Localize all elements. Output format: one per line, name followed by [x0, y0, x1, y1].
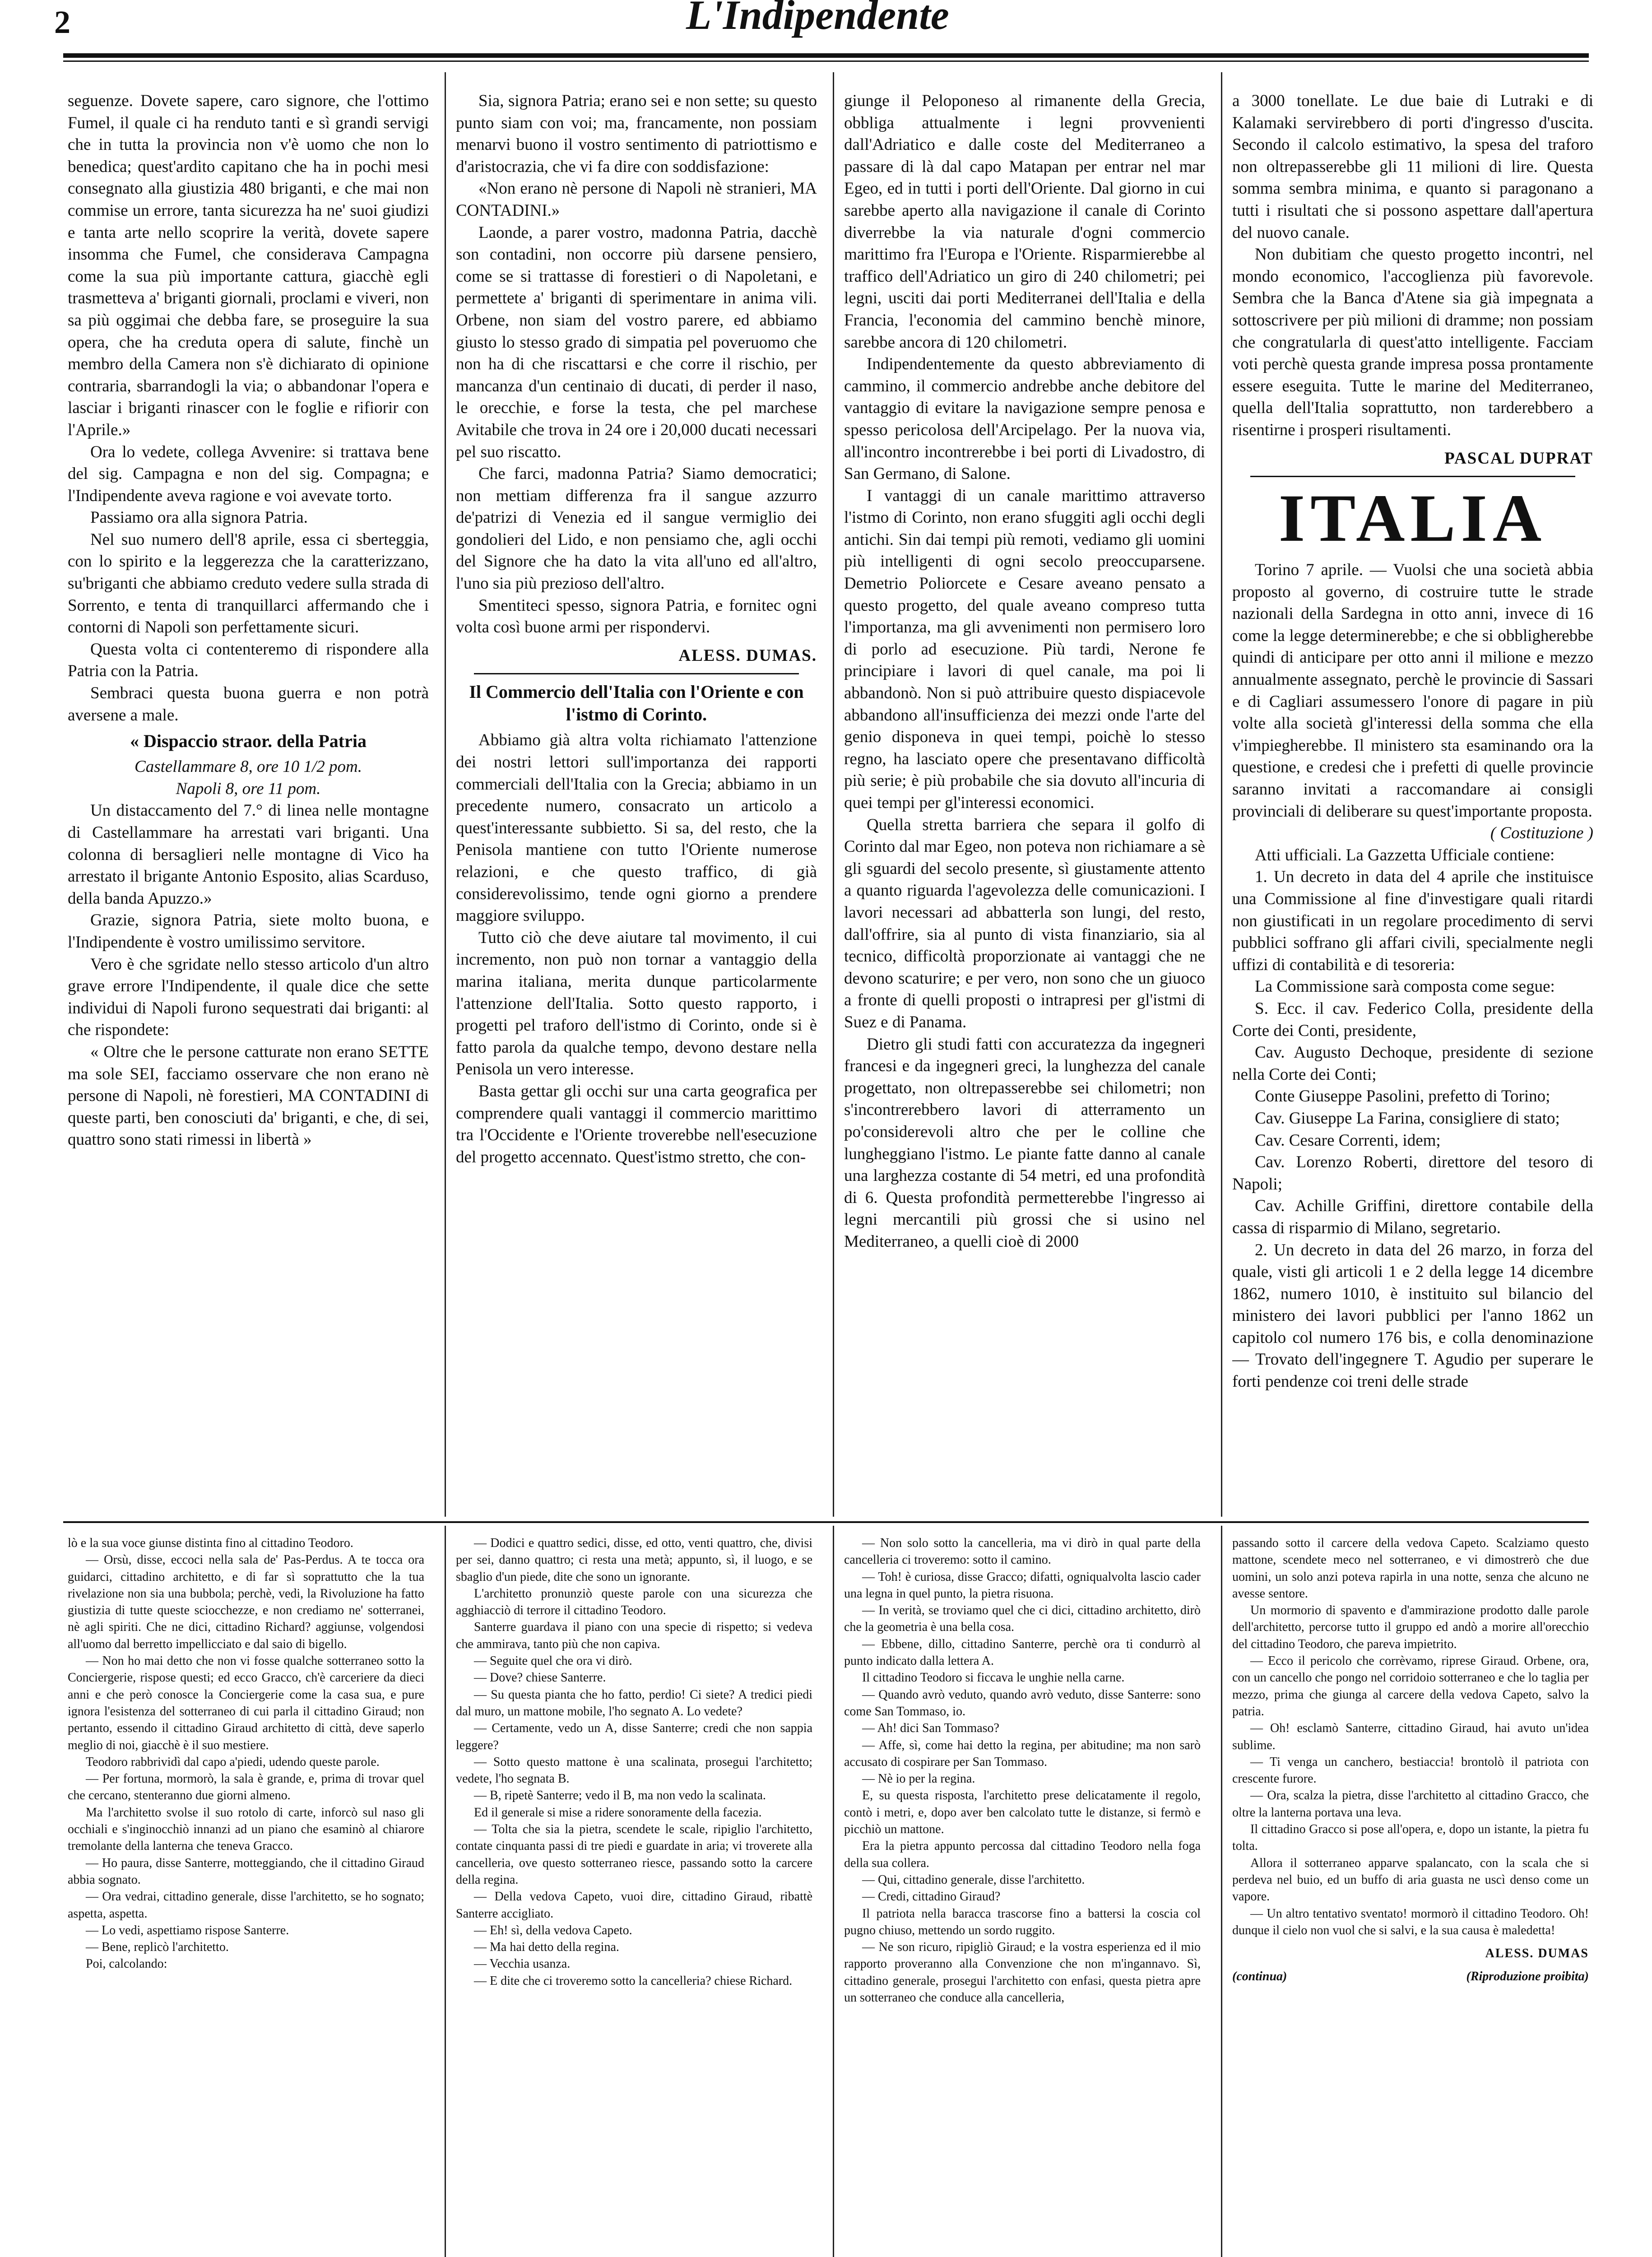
paragraph: — Su questa pianta che ho fatto, perdio! Ci siete? A tredici piedi dal muro, un mattone mobile, l'ho segnato A. Lo vedete?	[456, 1687, 812, 1718]
paragraph: — In verità, se troviamo quel che ci dici, cittadino architetto, dirò che la geometria è una bella cosa.	[844, 1603, 1201, 1635]
paragraph: Cav. Augusto Dechoque, presidente di sezione nella Corte dei Conti;	[1232, 1043, 1593, 1084]
paragraph: — Qui, cittadino generale, disse l'architetto.	[862, 1872, 1085, 1887]
paragraph: — Un altro tentativo sventato! mormorò il cittadino Teodoro. Oh! dunque il cielo non vuol che si salvi, e la sua causa è maledetta!	[1232, 1906, 1589, 1937]
column-divider	[445, 72, 446, 1517]
paragraph: I vantaggi di un canale marittimo attraverso l'istmo di Corinto, non erano sfuggiti agli occhi degli antichi. Sin dai tempi più remoti, vediamo gli uomini più intelligenti di ogni secolo preoccuparsene. Demetrio Poliorcete e Cesare aveano pensato a questo progetto, del quale aveano compreso tutta l'importanza, ma gli avvenimenti non permisero loro di porlo ad esecuzione. Più tardi, Nerone fe principiare i lavori di quel canale, ma poi li abbandonò. Non si può attribuire questo dispiacevole abbandono all'insufficienza dei mezzi onde l'arte del genio disponeva in quei tempi, poichè lo stesso regno, ha lasciato opere che presentavano difficoltà più serie; è più probabile che sia dovuto all'incuria di quei tempi per gl'interessi economici.	[844, 486, 1205, 812]
column-3	[844, 90, 1205, 1494]
paragraph: Sembraci questa buona guerra e non potrà aversene a male.	[68, 684, 429, 724]
paragraph: — E dite che ci troveremo sotto la cancelleria? chiese Richard.	[474, 1974, 793, 1988]
dispatch-date: Castellammare 8, ore 10 1/2 pom.	[135, 757, 362, 776]
paragraph: Laonde, a parer vostro, madonna Patria, dacchè son contadini, non occorre più darsene pensiero, come se si trattasse di forestieri o di Napoletani, e permettete a' briganti di sperimentare in anima vili. Orbene, non siam del vostro parere, ed abbiamo giusto lo stesso grado di simpatia pel poveruomo che non ha di che riscattarsi e che corre il rischio, per mancanza d'un centinaio di ducati, di perder il naso, le orecchie, e forse la testa, che pel marchese Avitabile che trova in 24 ore i 20,000 ducati necessari pel suo riscatto.	[456, 223, 817, 461]
paragraph: Atti ufficiali. La Gazzetta Ufficiale contiene:	[1255, 845, 1555, 864]
column-divider	[445, 1526, 446, 2257]
paragraph: Santerre guardava il piano con una specie di rispetto; si vedeva che ammirava, tanto più che non capiva.	[456, 1620, 812, 1651]
signature: ALESS. DUMAS.	[678, 646, 817, 665]
paragraph: — Seguite quel che ora vi dirò.	[474, 1654, 632, 1668]
paragraph: Smentiteci spesso, signora Patria, e fornitec ogni volta così buone armi per rispondervi.	[456, 596, 817, 637]
paragraph: passando sotto il carcere della vedova Capeto. Scalziamo questo mattone, scendete meco nel sotterraneo, e vi dimostrerò che due uomini, un solo anzi poteva rapirla in una notte, senza che alcuno ne avesse sentore.	[1232, 1536, 1589, 1601]
paragraph: — Ecco il pericolo che corrèvamo, riprese Giraud. Orbene, ora, con un cancello che pongo nel corridoio sotterraneo e che lo taglia per mezzo, prima che giunga al carcere della vedova Capeto, salvo la patria.	[1232, 1654, 1589, 1718]
paragraph: — Tolta che sia la pietra, scendete le scale, ripiglio l'architetto, contate cinquanta passi di tre piedi e guardate in aria; vi troverete alla cancelleria, ove questo sotterraneo riesce, passando sotto la carcere della regina.	[456, 1822, 812, 1887]
paragraph: Grazie, signora Patria, siete molto buona, e l'Indipendente è vostro umilissimo servitore.	[68, 911, 429, 952]
paragraph: Un distaccamento del 7.° di linea nelle montagne di Castellammare ha arrestati vari briganti. Una colonna di bersaglieri nelle montagne di Vico ha arrestato il brigante Antonio Esposito, alias Scarduso, della banda Apuzzo.»	[68, 801, 429, 908]
column-4	[1232, 90, 1593, 1494]
divider	[474, 673, 799, 674]
paragraph: — Dodici e quattro sedici, disse, ed otto, venti quattro, che, divisi per sei, danno quattro; ci resta una metà; appunto, sì, il luogo, e se sbaglio d'un piede, dite che sono un ignorante.	[456, 1536, 812, 1584]
paragraph: Abbiamo già altra volta richiamato l'attenzione dei nostri lettori sull'importanza dei rapporti commerciali dell'Italia con la Grecia; abbiamo in un precedente numero, consacrato un articolo a quest'interessante subbietto. Si sa, del resto, che la Penisola mantiene con tutto l'Oriente numerose relazioni, e che questo traffico, di già considerevolissimo, tende ogni giorno a prendere maggiore sviluppo.	[456, 731, 817, 925]
paragraph: — Dove? chiese Santerre.	[474, 1671, 606, 1685]
paragraph: 1. Un decreto in data del 4 aprile che instituisce una Commissione al fine d'investigare quali ritardi non giustificati in un regolare procedimento di servi pubblici soffrano gli affari civili, specialmente negli uffizi di contabilità e di tesoreria:	[1232, 868, 1593, 974]
header-rule	[63, 53, 1589, 58]
page-number: 2	[54, 4, 70, 40]
paragraph: Basta gettar gli occhi sur una carta geografica per comprendere quali vantaggi il commercio marittimo tra l'Occidente e l'Oriente troverebbe nell'esecuzione del progetto accennato. Quest'istmo stretto, che con-	[456, 1082, 817, 1166]
paragraph: a 3000 tonellate. Le due baie di Lutraki e di Kalamaki servirebbero di porti d'ingresso d'uscita. Secondo il calcolo estimativo, la spesa del traforo non oltrepasserebbe gli 11 milioni di lire. Questa somma sembra minima, e quanto si paragonano a tutti i risultati che si possono aspettare dall'apertura del nuovo canale.	[1232, 92, 1593, 242]
paragraph: Il patriota nella baracca trascorse fino a battersi la coscia col pugno chiuso, mettendo un sordo ruggito.	[844, 1906, 1201, 1937]
paragraph: — Ho paura, disse Santerre, motteggiando, che il cittadino Giraud abbia sognato.	[68, 1856, 424, 1887]
paragraph: La Commissione sarà composta come segue:	[1255, 977, 1555, 996]
paragraph: Il cittadino Teodoro si ficcava le unghie nella carne.	[862, 1671, 1125, 1685]
paragraph: Quella stretta barriera che separa il golfo di Corinto dal mar Egeo, non poteva non richiamare a sè gli sguardi del secolo presente, sì giustamente attento a quanto riguarda l'agevolezza delle comunicazioni. I lavori necessari ad abbatterla son lungi, del resto, dall'offrire, sia al punto di vista finanziario, sia al tecnico, difficoltà proporzionate ai vantaggi che ne devono scaturire; e per vero, non sono che un giuoco a fronte di quelli proposti o intrapresi per gl'istmi di Suez e di Panama.	[844, 815, 1205, 1031]
paragraph: — Orsù, disse, eccoci nella sala de' Pas-Perdus. A te tocca ora guidarci, cittadino architetto, e di far sì soprattutto che la tua rivelazione non sia una bubbola; perchè, vedi, la Rivoluzione ha fatto giustizia di tutte queste sciocchezze, e non crediamo ne' sotterranei, nè agli spiriti. Che ne dici, cittadino Richard? aggiunse, volgendosi all'uomo dal berretto impellicciato e dal saio di bigello.	[68, 1553, 424, 1651]
paragraph: — Ma hai detto della regina.	[474, 1940, 619, 1955]
newspaper-title: L'Indipendente	[686, 0, 949, 38]
column-divider	[1221, 1526, 1222, 2257]
paragraph: Passiamo ora alla signora Patria.	[90, 508, 308, 527]
paragraph: Nel suo numero dell'8 aprile, essa ci sberteggia, con lo spirito e la leggerezza che la caratterizzano, su'briganti che abbiamo creduto vedere sulla strada di Sorrento, e tenta di tranquillarci affermando che i contorni di Napoli son perfettamente sicuri.	[68, 530, 429, 637]
column-divider	[833, 1526, 834, 2257]
paragraph: Cav. Achille Griffini, direttore contabile della cassa di risparmio di Milano, segretario.	[1232, 1197, 1593, 1237]
paragraph: « Oltre che le persone catturate non erano SETTE ma sole SEI, facciamo osservare che non erano nè persone di Napoli, nè forestieri, MA CONTADINI di queste parti, ben conosciuti da' briganti, e che, di sei, quattro sono stati rimessi in libertà »	[68, 1042, 429, 1149]
column-1	[68, 90, 429, 1494]
paragraph: — Ora vedrai, cittadino generale, disse l'architetto, se ho sognato; aspetta, aspetta.	[68, 1890, 424, 1921]
feuilleton-column-3	[844, 1535, 1201, 2257]
paragraph: — Bene, replicò l'architetto.	[86, 1940, 229, 1955]
paragraph: — Ti venga un canchero, bestiaccia! brontolò il patriota con crescente furore.	[1232, 1755, 1589, 1786]
paragraph: — Oh! esclamò Santerre, cittadino Giraud, hai avuto un'idea sublime.	[1232, 1721, 1589, 1752]
paragraph: — Della vedova Capeto, vuoi dire, cittadino Giraud, ribattè Santerre accigliato.	[456, 1890, 812, 1921]
column-divider	[833, 72, 834, 1517]
paragraph: 2. Un decreto in data del 26 marzo, in forza del quale, visti gli articoli 1 e 2 della legge 14 dicembre 1862, numero 1010, è instituito sul bilancio del ministero dei lavori pubblici per l'anno 1862 un capitolo col numero 176 bis, e colla denominazione — Trovato dell'ingegnere T. Agudio per superare le forti pendenze coi treni delle strade	[1232, 1240, 1593, 1391]
feuilleton-rule	[63, 1521, 1589, 1523]
paragraph: Il cittadino Gracco si pose all'opera, e, dopo un istante, la pietra fu tolta.	[1232, 1822, 1589, 1853]
feuilleton-column-1	[68, 1535, 424, 2257]
paragraph: — B, ripetè Santerre; vedo il B, ma non vedo la scalinata.	[474, 1788, 766, 1803]
signature: ALESS. DUMAS	[1485, 1946, 1589, 1961]
masthead	[0, 0, 1652, 59]
header-rule-thin	[63, 60, 1589, 62]
paragraph: seguenze. Dovete sapere, caro signore, che l'ottimo Fumel, il quale ci ha renduto tanti e sì grandi servigi che in tutta la provincia non v'è uomo che non lo benedica; quest'ardito capitano che ha in pochi mesi consegnato alla giustizia 480 briganti, e che mai non commise un errore, tanta sicurezza ha ne' suoi giudizi e tanta arte nello scoprire la verità, dovete sapere insomma che Fumel, che considerava Campagna come la sua più importante cattura, giacchè egli trasmetteva a' briganti giornali, proclami e viveri, non sa più oggimai che debba fare, se proseguire la sua opera, che ha creduta opera di salute, finchè un membro della Camera non s'è dichiarato di opinione contraria, sbarrandogli la via; o abbandonar l'opera e lasciar i briganti rinascer con le foglie e rifiorir con l'Aprile.»	[68, 92, 429, 439]
paragraph: Tutto ciò che deve aiutare tal movimento, il cui incremento, non può non tornar a vantaggio della marina italiana, merita dunque particolarmente l'attenzione dell'Italia. Sotto questo rapporto, i progetti pel traforo dell'istmo di Corinto, onde si è fatto parola da qualche tempo, devono destare nella Penisola un vero interesse.	[456, 928, 817, 1079]
paragraph: Cav. Cesare Correnti, idem;	[1255, 1131, 1441, 1150]
column-2	[456, 90, 817, 1494]
dispatch-heading: « Dispaccio straor. della Patria	[130, 731, 367, 752]
paragraph: — Ebbene, dillo, cittadino Santerre, perchè ora ti condurrò al punto indicato dalla lettera A.	[844, 1637, 1201, 1668]
paragraph: — Nè io per la regina.	[862, 1772, 975, 1786]
paragraph: — Per fortuna, mormorò, la sala è grande, e, prima di trovar quel che cercano, stenteranno due giorni almeno.	[68, 1772, 424, 1803]
paragraph: Indipendentemente da questo abbreviamento di cammino, il commercio andrebbe anche debitore del vantaggio di evitare la navigazione sempre penosa e spesso pericolosa dell'Arcipelago. Per la nuova via, all'incontro incontrerebbe i bei porti di Livadostro, di San Germano, di Salone.	[844, 355, 1205, 483]
paragraph: — Sotto questo mattone è una scalinata, prosegui l'architetto; vedete, l'ho segnata B.	[456, 1755, 812, 1786]
paragraph: Cav. Giuseppe La Farina, consigliere di stato;	[1255, 1109, 1560, 1128]
paragraph: Che farci, madonna Patria? Siamo democratici; non mettiam differenza fra il sangue azzurro de'patrizi di Venezia ed il sangue vermiglio dei gondolieri del Lido, e non pensiamo che, agli occhi del Signore che ha dato la vita all'uno ed all'altro, l'uno sia più prezioso dell'altro.	[456, 464, 817, 593]
feuilleton-column-4	[1232, 1535, 1589, 2257]
paragraph: giunge il Peloponeso al rimanente della Grecia, obbliga attualmente i legni provvenienti dall'Adriatico e dalle coste del Mediterraneo a passare di là dal capo Matapan per entrar nel mar Egeo, ed in tutti i porti dell'Oriente. Dal giorno in cui sarebbe aperto alla navigazione il canale di Corinto diverrebbe la via naturale d'ogni commercio marittimo fra l'Europa e l'Oriente. Risparmierebbe al traffico dell'Adriatico un giro di 240 chilometri; pei legni, usciti dai porti Mediterranei dell'Italia e della Francia, l'economia del cammino benchè minore, sarebbe ancora di 120 chilometri.	[844, 92, 1205, 352]
reproduction-note: (Riproduzione proibita)	[1466, 1969, 1589, 1984]
paragraph: — Ne son ricuro, ripigliò Giraud; e la vostra esperienza ed il mio rapporto proveranno alla Convenzione che non m'ingannavo. Sì, cittadino generale, prosegui l'architetto con enfasi, questa pietra apre un sotterraneo che conduce alla cancelleria,	[844, 1940, 1201, 2005]
paragraph: Vero è che sgridate nello stesso articolo d'un altro grave errore l'Indipendente, il quale dice che sette individui di Napoli furono sequestrati dai briganti: al che rispondete:	[68, 955, 429, 1040]
section-title: ITALIA	[1278, 481, 1547, 556]
paragraph: — Ah! dici San Tommaso?	[862, 1721, 999, 1736]
paragraph: Ed il generale si mise a ridere sonoramente della facezia.	[474, 1805, 762, 1820]
feuilleton-footer	[1232, 1968, 1589, 1985]
paragraph: «Non erano nè persone di Napoli nè stranieri, MA CONTADINI.»	[456, 179, 817, 220]
article-title: Il Commercio dell'Italia con l'Oriente e con l'istmo di Corinto.	[469, 682, 804, 725]
paragraph: Teodoro rabbrividì dal capo a'piedi, udendo queste parole.	[86, 1755, 380, 1769]
dispatch-date: Napoli 8, ore 11 pom.	[176, 779, 321, 798]
paragraph: Cav. Lorenzo Roberti, direttore del tesoro di Napoli;	[1232, 1153, 1593, 1194]
paragraph: Questa volta ci contenteremo di rispondere alla Patria con la Patria.	[68, 640, 429, 681]
paragraph: L'architetto pronunziò queste parole con una sicurezza che agghiacciò di terrore il cittadino Teodoro.	[456, 1586, 812, 1618]
paragraph: — Non solo sotto la cancelleria, ma vi dirò in qual parte della cancelleria ci troveremo: sotto il camino.	[844, 1536, 1201, 1567]
paragraph: Torino 7 aprile. — Vuolsi che una società abbia proposto al governo, di costruire tutte le strade nazionali della Sardegna in otto anni, invece di 16 come la legge determinerebbe; e che si obbligherebbe quindi di anticipare per otto anni il milione e mezzo annualmente assegnato, perchè le provincie di Sassari e di Cagliari assumessero l'onore di pagare in più volte alla società gl'interessi della somma che ella v'impiegherebbe. Il ministero sta esaminando ora la questione, e credesi che i prefetti di quelle provincie saranno invitati a raccomandare ai consigli provinciali di deliberare su quest'importante proposta.	[1232, 561, 1593, 821]
continua-note: (continua)	[1232, 1969, 1287, 1984]
paragraph: — Ora, scalza la pietra, disse l'architetto al cittadino Gracco, che oltre la lanterna portava una leva.	[1232, 1788, 1589, 1820]
paragraph: lò e la sua voce giunse distinta fino al cittadino Teodoro.	[68, 1536, 353, 1550]
feuilleton-column-2	[456, 1535, 812, 2257]
paragraph: Era la pietra appunto percossa dal cittadino Teodoro nella foga della sua collera.	[844, 1839, 1201, 1870]
paragraph: — Credi, cittadino Giraud?	[862, 1890, 1001, 1904]
paragraph: — Quando avrò veduto, quando avrò veduto, disse Santerre: sono come San Tommaso, io.	[844, 1687, 1201, 1718]
paragraph: Ora lo vedete, collega Avvenire: si trattava bene del sig. Campagna e non del sig. Compagna; e l'Indipendente aveva ragione e voi avevate torto.	[68, 442, 429, 505]
paragraph: — Affe, sì, come hai detto la regina, per abitudine; ma non sarò accusato di cospirare per San Tommaso.	[844, 1738, 1201, 1769]
paragraph: Un mormorio di spavento e d'ammirazione prodotto dalle parole dell'architetto, percorse tutto il gruppo ed andò a morire all'orecchio del cittadino Teodoro, che pareva impietrito.	[1232, 1603, 1589, 1651]
paragraph: Ma l'architetto svolse il suo rotolo di carte, inforcò sul naso gli occhiali e s'inginocchiò innanzi ad un piano che esaminò al chiarore tremolante della lanterna che teneva Gracco.	[68, 1805, 424, 1853]
paragraph: Sia, signora Patria; erano sei e non sette; su questo punto siam con voi; ma, francamente, non possiam menarvi buono il vostro sentimento di patriottismo e d'aristocrazia, che vi fa dire con soddisfazione:	[456, 92, 817, 176]
paragraph: S. Ecc. il cav. Federico Colla, presidente della Corte dei Conti, presidente,	[1232, 999, 1593, 1040]
paragraph: — Vecchia usanza.	[474, 1957, 571, 1971]
paragraph: Poi, calcolando:	[86, 1957, 167, 1971]
paragraph: Allora il sotterraneo apparve spalancato, con la scala che si perdeva nel buio, ed un buffo di aria guasta ne uscì denso come un vapore.	[1232, 1856, 1589, 1904]
signature: PASCAL DUPRAT	[1444, 449, 1593, 468]
paragraph: E, su questa risposta, l'architetto prese delicatamente il regolo, contò i metri, e, dopo aver ben calcolato tutte le distanze, si fermò e picchiò un mattone.	[844, 1788, 1201, 1837]
source-credit: ( Costituzione )	[1490, 824, 1593, 843]
paragraph: Conte Giuseppe Pasolini, prefetto di Torino;	[1255, 1087, 1550, 1106]
paragraph: Dietro gli studi fatti con accuratezza da ingegneri francesi e da ingegneri greci, la lunghezza del canale progettato, non oltrepasserebbe sei chilometri; non s'incontrerebbero lavori di atterramento un po'considerevoli altro che per le colline che lungheggiano l'istmo. Le piante fatte danno al canale una larghezza costante di 54 metri, ed una profondità di 6. Questa profondità permetterebbe l'ingresso ai legni mercantili più grossi che si usino nel Mediterraneo, a quelli cioè di 2000	[844, 1035, 1205, 1251]
column-divider	[1221, 72, 1222, 1517]
paragraph: — Certamente, vedo un A, disse Santerre; credi che non sappia leggere?	[456, 1721, 812, 1752]
paragraph: — Eh! sì, della vedova Capeto.	[474, 1923, 632, 1937]
paragraph: — Toh! è curiosa, disse Gracco; difatti, ogniqualvolta lascio cader una legna in quel punto, la pietra risuona.	[844, 1570, 1201, 1601]
divider	[1250, 476, 1575, 477]
paragraph: Non dubitiam che questo progetto incontri, nel mondo economico, l'accoglienza più favorevole. Sembra che la Banca d'Atene sia già impegnata a sottoscrivere per più milioni di dramme; non possiam che congratularla di quest'atto intelligente. Facciam voti perchè questa grande impresa possa prontamente essere eseguita. Tutte le marine del Mediterraneo, quella dell'Italia soprattutto, non tarderebbero a risentirne i prosperi risultamenti.	[1232, 245, 1593, 439]
paragraph: — Lo vedi, aspettiamo rispose Santerre.	[86, 1923, 289, 1937]
paragraph: — Non ho mai detto che non vi fosse qualche sotterraneo sotto la Conciergerie, rispose questi; ed ecco Gracco, ch'è carceriere da dieci anni e che però conosce la Conciergerie come la casa sua, e pure ignora l'esistenza del sotterraneo di cui parla il cittadino Giraud; non pertanto, essendo il cittadino Giraud architetto di città, deve saperlo meglio di noi, giacchè è il suo mestiere.	[68, 1654, 424, 1752]
